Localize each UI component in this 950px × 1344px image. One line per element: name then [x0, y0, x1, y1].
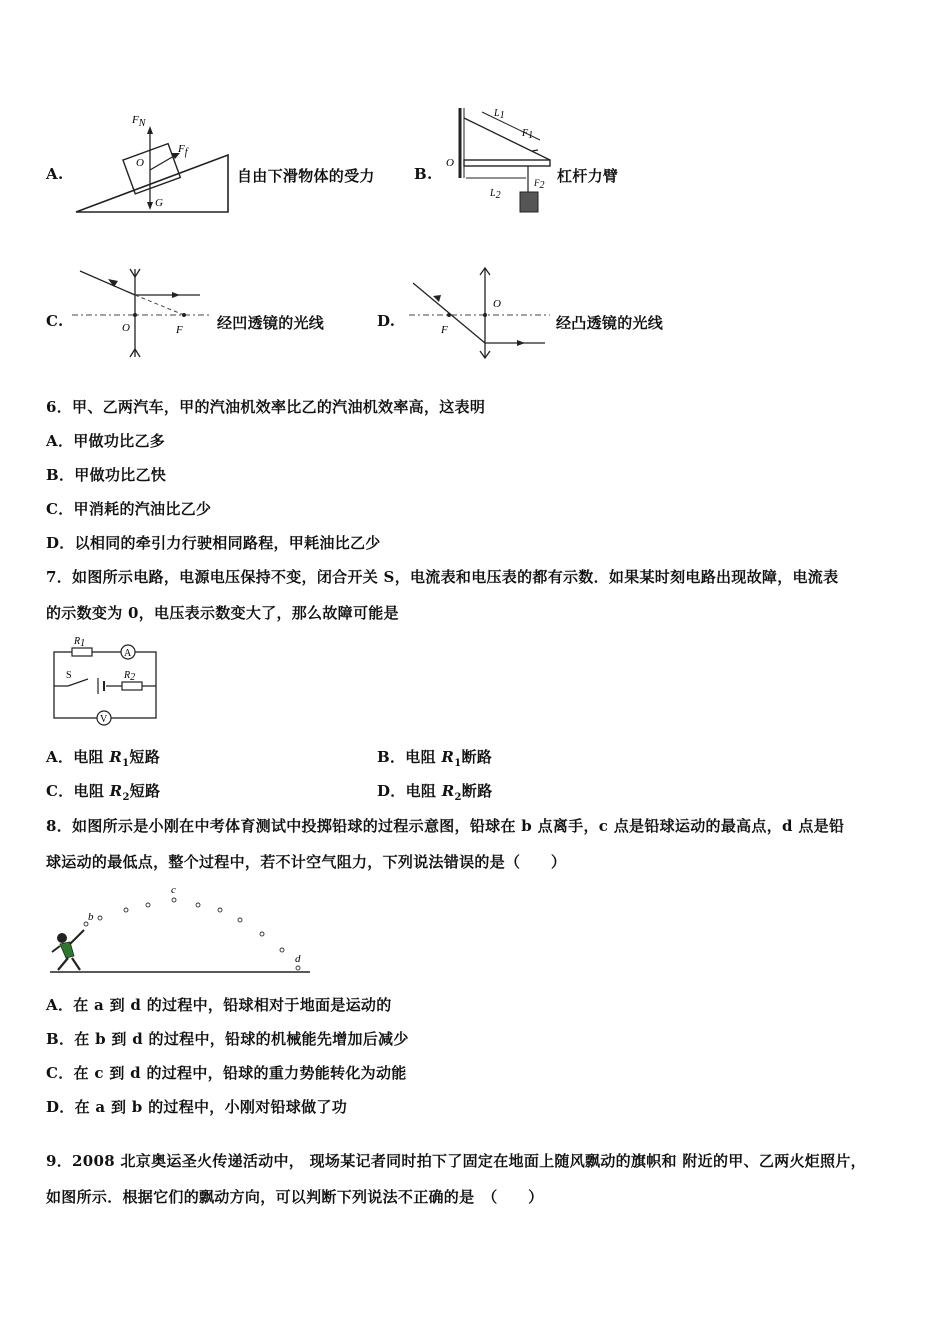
q5-option-d-letter: D. [377, 312, 396, 330]
q8-option-d: D．在 a 到 b 的过程中，小刚对铅球做了功 [46, 1098, 348, 1116]
q7-option-a: A．电阻 $R_1$短路 [46, 748, 161, 769]
svg-text:d: d [295, 953, 301, 965]
q6-stem: 6．甲、乙两汽车，甲的汽油机效率比乙的汽油机效率高，这表明 [46, 398, 486, 416]
q6-option-d: D．以相同的牵引力行驶相同路程，甲耗油比乙少 [46, 534, 381, 552]
q5-option-b-letter: B. [414, 165, 433, 183]
q5-option-d-caption: 经凸透镜的光线 [556, 314, 664, 332]
svg-text:R2: R2 [124, 670, 136, 683]
svg-text:A: A [124, 648, 132, 659]
svg-text:F2: F2 [534, 178, 545, 191]
lever-arm-diagram [442, 100, 557, 220]
q8-option-b: B．在 b 到 d 的过程中，铅球的机械能先增加后减少 [46, 1030, 409, 1048]
svg-text:O: O [136, 157, 144, 169]
svg-text:R1: R1 [74, 636, 86, 649]
q5-option-a-letter: A. [46, 165, 64, 183]
svg-text:O: O [446, 157, 454, 169]
q7-stem-line2: 的示数变为 0，电压表示数变大了，那么故障可能是 [46, 604, 399, 622]
svg-text:O: O [493, 298, 501, 310]
convex-lens-diagram [405, 265, 553, 360]
shot-put-trajectory-diagram [48, 880, 313, 980]
svg-text:F1: F1 [522, 128, 534, 141]
q5-option-c-caption: 经凹透镜的光线 [217, 314, 325, 332]
q8-option-c: C．在 c 到 d 的过程中，铅球的重力势能转化为动能 [46, 1064, 407, 1082]
q5-option-b-caption: 杠杆力臂 [557, 167, 619, 185]
q9-stem-line1: 9．2008 北京奥运圣火传递活动中， 现场某记者同时拍下了固定在地面上随风飘动的旗帜和 附近的甲、乙两火炬照片， [46, 1152, 866, 1170]
concave-lens-diagram [72, 265, 217, 360]
svg-text:F: F [441, 324, 448, 336]
svg-text:O: O [122, 322, 130, 334]
incline-force-diagram [70, 110, 240, 220]
q5-option-c-letter: C. [46, 312, 64, 330]
svg-text:Ff: Ff [178, 143, 188, 158]
q7-stem-line1: 7．如图所示电路，电源电压保持不变，闭合开关 S，电流表和电压表的都有示数．如果某时刻电路出现故障，电流表 [46, 568, 839, 586]
svg-text:L2: L2 [490, 188, 501, 201]
q6-option-a: A．甲做功比乙多 [46, 432, 166, 450]
q6-option-b: B．甲做功比乙快 [46, 466, 167, 484]
q8-stem-line2: 球运动的最低点，整个过程中，若不计空气阻力，下列说法错误的是（ ） [46, 853, 567, 871]
svg-text:FN: FN [132, 114, 146, 129]
q5-option-a-caption: 自由下滑物体的受力 [237, 167, 375, 185]
q6-option-c: C．甲消耗的汽油比乙少 [46, 500, 212, 518]
svg-text:b: b [88, 911, 94, 923]
q8-option-a: A．在 a 到 d 的过程中，铅球相对于地面是运动的 [46, 996, 392, 1014]
svg-text:L1: L1 [494, 108, 505, 121]
svg-text:c: c [171, 884, 176, 896]
svg-text:V: V [100, 714, 108, 725]
svg-text:G: G [155, 197, 163, 209]
circuit-diagram [48, 632, 160, 726]
q9-stem-line2: 如图所示．根据它们的飘动方向，可以判断下列说法不正确的是 （ ） [46, 1188, 544, 1206]
q8-stem-line1: 8．如图所示是小刚在中考体育测试中投掷铅球的过程示意图，铅球在 b 点离手，c 点是铅球运动的最高点，d 点是铅 [46, 817, 845, 835]
q7-option-c: C．电阻 $R_2$短路 [46, 782, 161, 803]
svg-text:S: S [66, 670, 72, 681]
q7-option-b: B．电阻 $R_1$断路 [377, 748, 493, 769]
q7-option-d: D．电阻 $R_2$断路 [377, 782, 493, 803]
athlete-figure [52, 930, 84, 970]
svg-text:F: F [176, 324, 183, 336]
